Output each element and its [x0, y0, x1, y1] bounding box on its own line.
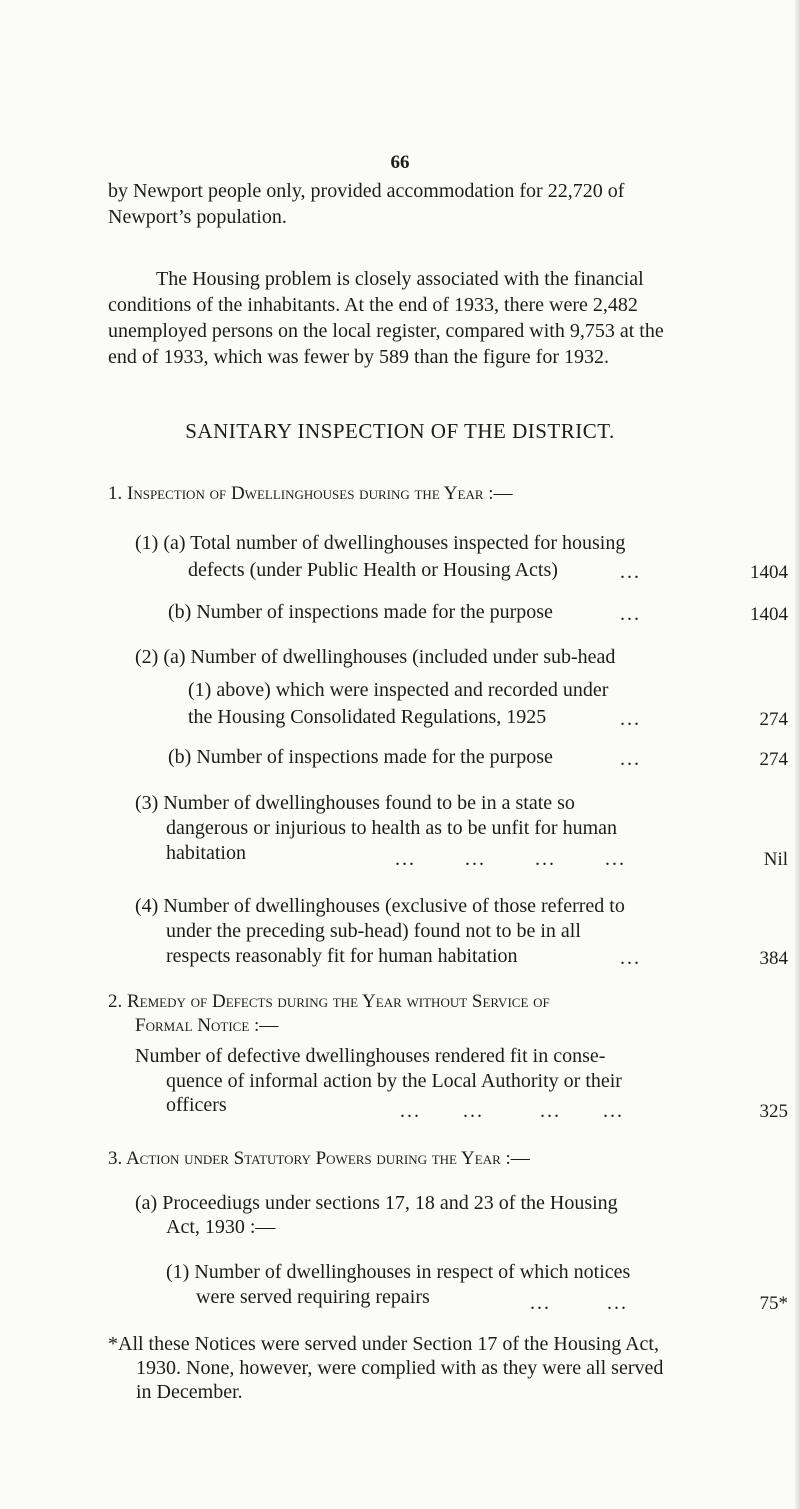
item-2a-line-3: the Housing Consolidated Regulations, 1925 [188, 706, 547, 728]
item-1a-line-1: (1) (a) Total number of dwellinghouses inspected for housing [135, 532, 626, 554]
housing-line-1: The Housing problem is closely associated with the financial [156, 268, 644, 290]
section-3-item-1-line-2: were served requiring repairs [196, 1286, 430, 1308]
item-1a-dots: ... [620, 561, 641, 583]
item-1a-value: 1404 [750, 562, 788, 583]
item-4-line-1: (4) Number of dwellinghouses (exclusive of those referred to [135, 895, 625, 917]
section-heading: SANITARY INSPECTION OF THE DISTRICT. [185, 419, 615, 443]
section-3-item-1-dots: ... ... [530, 1292, 628, 1314]
section-3-a-line-1: (a) Proceediugs under sections 17, 18 and 23 of the Housing [135, 1192, 618, 1214]
item-2b-dots: ... [620, 748, 641, 770]
housing-line-4: end of 1933, which was fewer by 589 than the figure for 1932. [108, 346, 609, 368]
item-3-line-1: (3) Number of dwellinghouses found to be in a state so [135, 792, 575, 814]
section-2-text-line-1: Number of defective dwellinghouses rendered fit in conse- [135, 1045, 606, 1067]
section-2-dots: ... ... ... ... [400, 1100, 624, 1122]
item-2a-value: 274 [759, 709, 788, 730]
intro-paragraph [108, 178, 792, 230]
footnote-line-2: 1930. None, however, were complied with as they were all served [136, 1357, 664, 1379]
section-2-title-line-2: Formal Notice :— [135, 1015, 279, 1036]
item-3-line-2: dangerous or injurious to health as to be unfit for human [166, 817, 618, 839]
section-1-title: 1. Inspection of Dwellinghouses during the Year :— [108, 483, 513, 504]
item-3-line-3: habitation [166, 842, 246, 864]
item-2a-line-2: (1) above) which were inspected and recorded under [188, 679, 609, 701]
item-4-line-2: under the preceding sub-head) found not to be in all [166, 920, 581, 942]
item-4-line-3: respects reasonably fit for human habitation [166, 945, 518, 967]
section-3-a-line-2: Act, 1930 :— [166, 1216, 276, 1238]
footnote-line-1: *All these Notices were served under Section 17 of the Housing Act, [108, 1333, 659, 1355]
intro-line-1: by Newport people only, provided accommodation for 22,720 of [108, 180, 625, 202]
section-2-value: 325 [759, 1101, 788, 1122]
item-3-dots: ... ... ... ... [395, 848, 626, 870]
intro-line-2: Newport’s population. [108, 206, 287, 228]
housing-line-2: conditions of the inhabitants. At the end of 1933, there were 2,482 [108, 294, 638, 316]
item-2b-label: (b) Number of inspections made for the purpose [168, 746, 553, 768]
section-2-text-line-2: quence of informal action by the Local Authority or their [166, 1070, 622, 1092]
section-2-text-line-3: officers [166, 1094, 227, 1116]
item-1b-label: (b) Number of inspections made for the purpose [168, 601, 553, 623]
item-4-value: 384 [759, 948, 788, 969]
housing-paragraph [108, 266, 792, 370]
item-2a-line-1: (2) (a) Number of dwellinghouses (included under sub-head [135, 646, 616, 668]
item-3-value: Nil [763, 849, 788, 870]
item-2b-value: 274 [759, 749, 788, 770]
page-edge-shadow [794, 0, 800, 1509]
item-4-dots: ... [620, 947, 641, 969]
section-3-title: 3. Action under Statutory Powers during the Year :— [108, 1148, 530, 1169]
item-1b-dots: ... [620, 603, 641, 625]
footnote-line-3: in December. [136, 1381, 243, 1403]
item-1a-line-2: defects (under Public Health or Housing Acts) [188, 559, 558, 581]
item-1b-value: 1404 [750, 604, 788, 625]
section-3-item-1-line-1: (1) Number of dwellinghouses in respect of which notices [166, 1261, 631, 1283]
section-3-item-1-value: 75* [759, 1293, 788, 1314]
item-2a-dots: ... [620, 708, 641, 730]
housing-line-3: unemployed persons on the local register, compared with 9,753 at the [108, 320, 664, 342]
page-number: 66 [390, 152, 410, 173]
footnote [108, 1332, 792, 1404]
section-2-title-line-1: 2. Remedy of Defects during the Year without Service of [108, 991, 550, 1012]
